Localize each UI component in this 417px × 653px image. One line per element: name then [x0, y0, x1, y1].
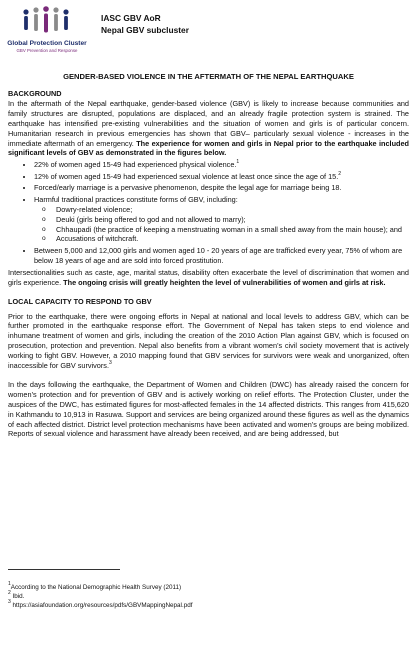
footnote-3: $^3$ https://asiafoundation.org/resources/pdfs/GBVMappingNepal.pdf — [8, 599, 193, 610]
footnote-1: $^1$According to the National Demographic Health Survey (2011) — [8, 581, 182, 591]
footnote-divider — [8, 569, 120, 570]
footnote-2: $^2$ Ibid. — [8, 590, 25, 601]
intersectionalities-bold-text: The ongoing crisis will greatly heighten the level of vulnerabilities of women and girls at risk. — [61, 277, 386, 287]
document-body — [8, 89, 409, 439]
list-item: • Harmful traditional practices constitute forms of GBV, including: o Dowry-related violence; o Deuki (girls being offered to god and not allowed to marry); o Chhaupadi (the practice of keeping a menstruating woman in a small shed away from the main house); and o Accusations of witchcraft. — [34, 195, 409, 245]
list-item: • Forced/early marriage is a pervasive phenomenon, despite the legal age for marriage being 18. — [34, 183, 409, 193]
background-text: In the aftermath of the Nepal earthquake, gender-based violence (GBV) is likely to increase because communities and family structures are disrupted, populations are displaced, and an already fragile protection system is strained. The earthquake has intensified pre-existing vulnerabilities and the situation of women and girls is of particular concern. Humanitarian research in previous emergencies has shown that GBV– particularly sexual violence - increases in the immediate aftermath of an emergency. — [8, 98, 409, 148]
document-title: GENDER-BASED VIOLENCE IN THE AFTERMATH OF THE NEPAL EARTHQUAKE — [63, 72, 354, 81]
section-heading-local-capacity: LOCAL CAPACITY TO RESPOND TO GBV — [8, 296, 152, 306]
sub-list-item: o Accusations of witchcraft. — [56, 234, 409, 244]
document-header — [101, 12, 189, 36]
list-item: • 22% of women aged 15-49 had experienced physical violence.$^1$ — [34, 160, 409, 170]
logo-tagline: GBV Prevention and Response — [16, 48, 78, 53]
sub-list-item: o Deuki (girls being offered to god and not allowed to marry); — [56, 215, 409, 225]
section-heading-background: BACKGROUND — [8, 89, 62, 98]
list-item: • Between 5,000 and 12,000 girls and women aged 10 - 20 years of age are trafficked every year, 75% of whom are below 18 years of age and are sold into forced prostitution. — [34, 246, 409, 266]
footnote-ref: 1 — [236, 159, 240, 166]
footnote-ref: 3 — [108, 360, 112, 367]
logo-name: Global Protection Cluster — [7, 40, 87, 47]
background-bold-text: The experience for women and girls in Nepal prior to the earthquake included significant levels of GBV as demonstrated in the figures below. — [8, 138, 409, 158]
background-paragraph — [8, 99, 409, 158]
footnote-3-url: https://asiafoundation.org/resources/pdfs/GBVMappingNepal.pdf — [10, 602, 193, 610]
gbv-figures-list — [8, 160, 409, 265]
header-line-1: IASC GBV AoR — [101, 13, 161, 23]
global-protection-cluster-logo — [6, 6, 87, 56]
header-line-2: Nepal GBV subcluster — [101, 25, 189, 35]
sub-list-item: o Chhaupadi (the practice of keeping a menstruating woman in a small shed away from the main house); and — [56, 225, 409, 235]
local-capacity-paragraph-2: In the days following the earthquake, the Department of Women and Children (DWC) has already raised the concern for women’s protection and for prevention of GBV and is actively working on relief efforts. The Protection Cluster, under the auspices of the DWC, has estimated figures for most-affected females in the 14 affected districts. This ranges from 415,620 in Kathmandu to 10,913 in Rasuwa. Support and services are being organized around these figures as well as the dynamics of each affected district. District level protection mechanisms have been activated and women’s groups are being mobilized. Reports of sexual violence and harassment have already been received, and are being addressed, but — [8, 379, 409, 439]
sub-list-item: o Dowry-related violence; — [56, 205, 409, 215]
footnote-ref: 2 — [338, 170, 342, 177]
intersectionalities-paragraph: Intersectionalities such as caste, age, marital status, disability often exacerbate the level of discrimination that women and girls experience. The ongoing crisis will greatly heighten the level of vulnerabilities of women and girls at risk. — [8, 267, 409, 287]
people-figures-icon — [20, 6, 72, 38]
harmful-practices-list — [34, 205, 409, 245]
list-item: • 12% of women aged 15-49 had experienced sexual violence at least once since the age of 15.$^2$ — [34, 172, 409, 182]
local-capacity-paragraph-1: Prior to the earthquake, there were ongoing efforts in Nepal at national and local levels to address GBV, which can be further promoted in the earthquake response effort. The Government of Nepal has taken steps to end violence and inhumane treatment of women and girls, including the creation of the 2010 Action Plan against GBV, which is focused on prosecution, protection and prevention. Nepal also benefits from a vibrant women’s civil society movement that is actively working to fight GBV. However, a 2010 mapping found that GBV services for survivors were weak and unorganized, often inaccessible for GBV survivors.$^3$ — [8, 311, 409, 371]
footnotes — [8, 583, 409, 611]
